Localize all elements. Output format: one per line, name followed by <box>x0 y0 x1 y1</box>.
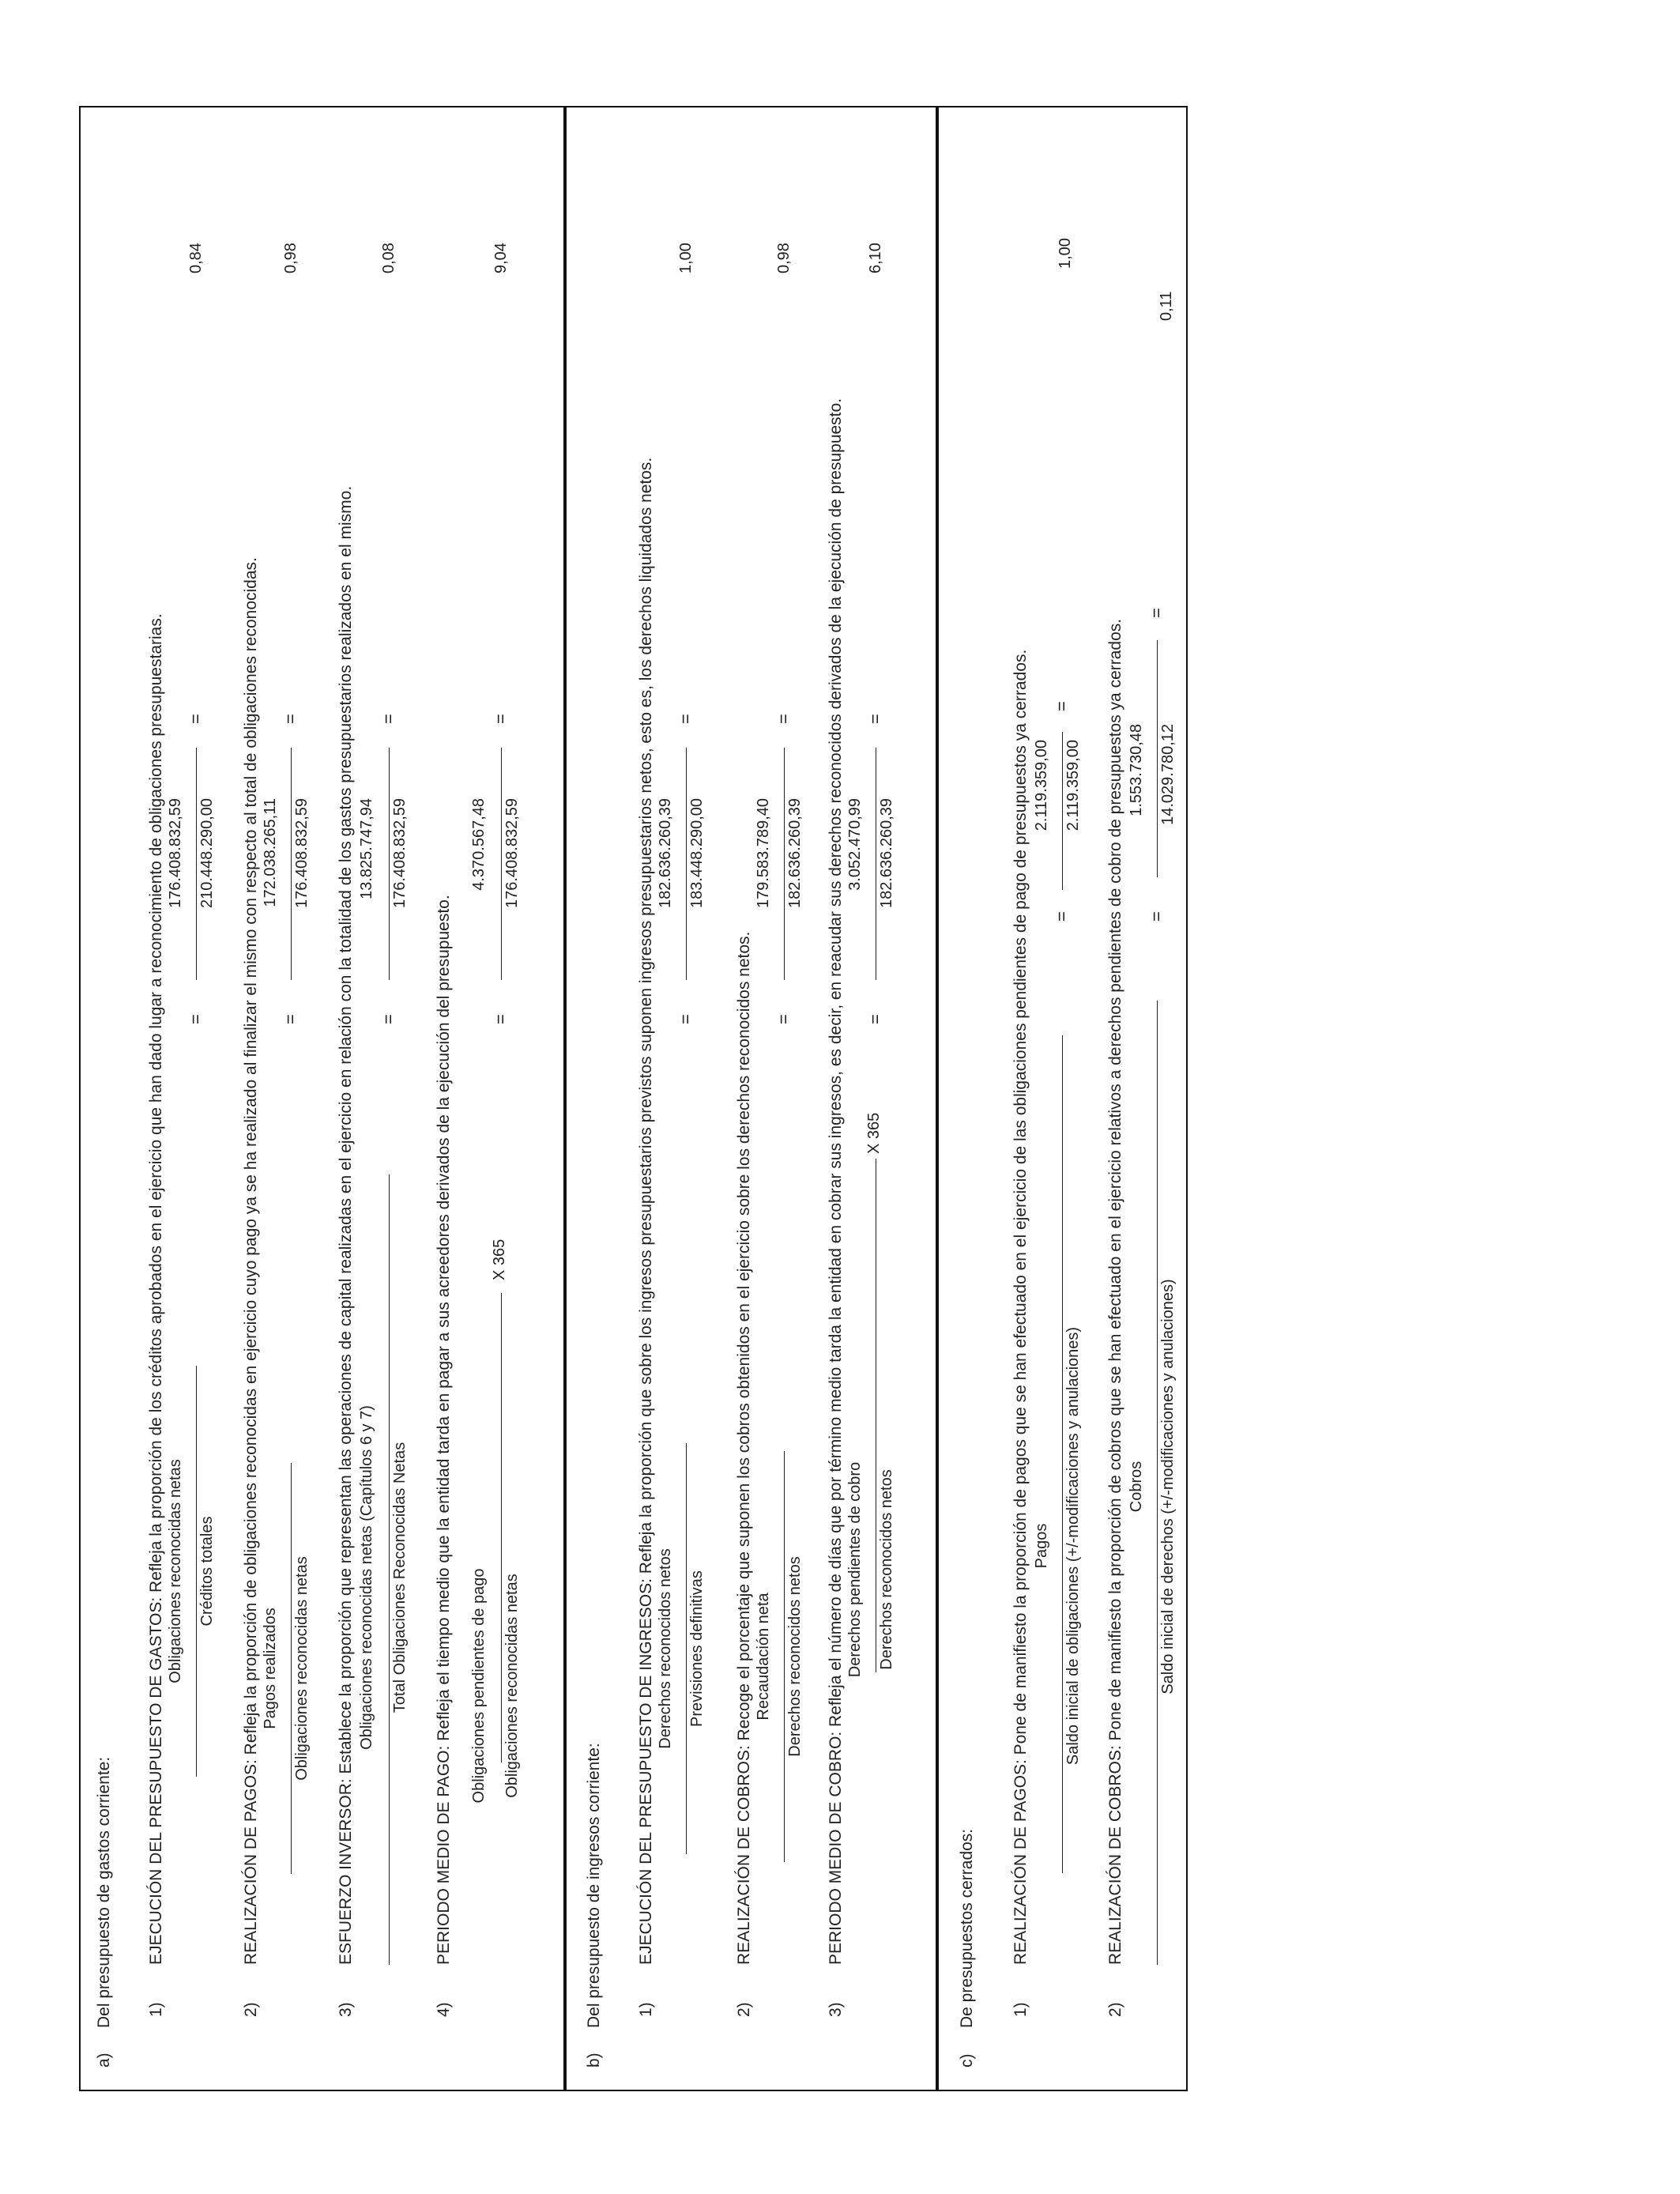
denominator-value: 176.408.832,59 <box>391 798 409 909</box>
fraction-line <box>501 1293 502 1762</box>
numerator-value: 3.052.470,99 <box>846 798 864 891</box>
multiplier: X 365 <box>491 1238 508 1280</box>
section-a-title: Del presupuesto de gastos corriente: <box>95 1756 113 2028</box>
item-number: 1) <box>637 2002 655 2017</box>
fraction-line <box>196 748 197 980</box>
result-value: 6,10 <box>867 243 884 273</box>
section-c-title: De presupuestos cerrados: <box>958 1828 976 2028</box>
item-number: 2) <box>1106 2002 1124 2017</box>
denominator-label: Previsiones definitivas <box>688 1570 706 1727</box>
denominator-value: 2.119.359,00 <box>1064 740 1082 831</box>
item-header: ESFUERZO INVERSOR: Establece la proporción que representan las operaciones de capital realizadas en el ejercicio en relación con la totalidad de los gastos presupuestarios realizados en el mismo. <box>337 485 355 1965</box>
item-header: REALIZACIÓN DE PAGOS: Pone de manifiesto la proporción de pagos que se han efectuado en el ejercicio de las obligaciones pendientes de pago de presupuestos ya cerrados. <box>1011 649 1030 1965</box>
fraction-line <box>1157 640 1158 877</box>
item-header: REALIZACIÓN DE COBROS: Pone de manifiesto la proporción de cobros que se han efectuado en el ejercicio relativos a derechos pendientes de cobro de presupuestos ya cerrados. <box>1106 618 1124 1965</box>
denominator-value: 14.029.780,12 <box>1159 724 1177 825</box>
denominator-value: 176.408.832,59 <box>503 798 521 909</box>
denominator-label: Derechos reconocidos netos <box>878 1469 895 1670</box>
item-number: 3) <box>827 2002 845 2017</box>
numerator-value: 1.553.730,48 <box>1128 724 1145 816</box>
equals-sign: = <box>774 714 793 724</box>
equals-sign: = <box>1052 911 1072 922</box>
fraction-line <box>196 1366 197 1777</box>
denominator-label: Derechos reconocidos netos <box>786 1556 804 1757</box>
item-number: 1) <box>1011 2002 1030 2017</box>
denominator-value: 176.408.832,59 <box>293 798 311 909</box>
denominator-label: Créditos totales <box>198 1516 216 1627</box>
numerator-label: Cobros <box>1128 1461 1145 1513</box>
item-header: EJECUCIÓN DEL PRESUPUESTO DE GASTOS: Refleja la proporción de los créditos aprobados en el ejercicio que han dado lugar a reconocimiento de obligaciones presupuestarias. <box>147 613 165 1965</box>
section-b-title: Del presupuesto de ingresos corriente: <box>585 1743 603 2028</box>
numerator-label: Obligaciones pendientes de pago <box>470 1568 488 1804</box>
numerator-label: Derechos reconocidos netos <box>657 1548 674 1749</box>
fraction-line <box>686 748 687 980</box>
equals-sign: = <box>1147 911 1166 922</box>
fraction-line <box>784 748 785 980</box>
numerator-value: 176.408.832,59 <box>167 798 184 909</box>
fraction-line <box>1062 1035 1063 1873</box>
denominator-value: 183.448.290,00 <box>688 798 706 909</box>
result-value: 1,00 <box>1057 238 1074 269</box>
denominator-value: 182.636.260,39 <box>786 798 804 909</box>
equals-sign: = <box>676 714 695 724</box>
fraction-line <box>291 748 292 980</box>
item-number: 4) <box>435 2002 453 2017</box>
equals-sign: = <box>186 1014 205 1024</box>
item-number: 2) <box>735 2002 753 2017</box>
equals-sign: = <box>186 714 205 724</box>
result-value: 0,11 <box>1158 291 1175 321</box>
numerator-value: 4.370.567,48 <box>470 798 488 891</box>
item-header: PERIODO MEDIO DE PAGO: Refleja el tiempo medio que la entidad tarda en pagar a sus acreedores derivados de la ejecución del presupuesto. <box>435 895 453 1965</box>
numerator-value: 179.583.789,40 <box>755 798 772 909</box>
fraction-line <box>784 1451 785 1862</box>
numerator-value: 2.119.359,00 <box>1033 740 1050 831</box>
equals-sign: = <box>379 1014 398 1024</box>
denominator-value: 210.448.290,00 <box>198 798 216 909</box>
equals-sign: = <box>281 1014 300 1024</box>
equals-sign: = <box>676 1014 695 1024</box>
item-number: 2) <box>242 2002 260 2017</box>
item-header: REALIZACIÓN DE PAGOS: Refleja la proporción de obligaciones reconocidas en ejercicio cuyo pago ya se ha realizado al finalizar el mismo con respecto al total de obligaciones reconocidas. <box>242 557 260 1965</box>
result-value: 0,84 <box>187 243 205 273</box>
fraction-line <box>389 748 390 980</box>
denominator-label: Obligaciones reconocidas netas <box>503 1574 521 1798</box>
denominator-label: Saldo inicial de derechos (+/-modificaciones y anulaciones) <box>1159 1279 1177 1695</box>
equals-sign: = <box>491 714 510 724</box>
section-b-letter: b) <box>585 2053 603 2068</box>
section-a-letter: a) <box>95 2053 113 2068</box>
result-value: 0,98 <box>282 243 299 273</box>
section-c-letter: c) <box>958 2053 976 2068</box>
item-number: 3) <box>337 2002 355 2017</box>
result-value: 9,04 <box>492 243 510 273</box>
fraction-line <box>291 1463 292 1874</box>
denominator-label: Total Obligaciones Reconocidas Netas <box>391 1442 409 1713</box>
numerator-value: 172.038.265,11 <box>262 798 279 907</box>
equals-sign: = <box>491 1014 510 1024</box>
item-header: PERIODO MEDIO DE COBRO: Refleja el número de días que por término medio tarda la entidad en cobrar sus ingresos, es decir, en reacudar sus derechos reconocidos derivados de la ejecución de presupuesto. <box>827 398 845 1965</box>
denominator-value: 182.636.260,39 <box>878 798 895 909</box>
fraction-line <box>501 748 502 980</box>
numerator-label: Recaudación neta <box>755 1593 772 1721</box>
numerator-label: Pagos <box>1033 1523 1050 1569</box>
numerator-label: Obligaciones reconocidas netas <box>167 1459 184 1683</box>
numerator-label: Derechos pendientes de cobro <box>846 1461 864 1678</box>
equals-sign: = <box>865 1014 885 1024</box>
equals-sign: = <box>379 714 398 724</box>
result-value: 1,00 <box>677 243 695 273</box>
denominator-label: Obligaciones reconocidas netas <box>293 1556 311 1781</box>
fraction-line <box>686 1443 687 1854</box>
numerator-value: 13.825.747,94 <box>358 798 375 899</box>
result-value: 0,98 <box>775 243 793 273</box>
fraction-line <box>389 1174 390 1965</box>
fraction-line <box>1062 732 1063 890</box>
denominator-label: Saldo inicial de obligaciones (+/-modificaciones y anulaciones) <box>1064 1326 1082 1766</box>
item-header: EJECUCIÓN DEL PRESUPUESTO DE INGRESOS: Refleja la proporción que sobre los ingresos presupuestarios previstos suponen ingresos presupuestarios netos, esto es, los derechos liquidados netos. <box>637 457 655 1965</box>
equals-sign: = <box>1052 701 1072 711</box>
equals-sign: = <box>865 714 885 724</box>
numerator-value: 182.636.260,39 <box>657 798 674 909</box>
result-value: 0,08 <box>380 243 397 273</box>
numerator-label: Obligaciones reconocidas netas (Capítulos 6 y 7) <box>358 1405 375 1750</box>
numerator-label: Pagos realizados <box>262 1608 279 1729</box>
item-header: REALIZACIÓN DE COBROS: Recoge el porcentaje que suponen los cobros obtenidos en el ejercicio sobre los derechos reconocidos netos. <box>735 931 753 1965</box>
equals-sign: = <box>281 714 300 724</box>
equals-sign: = <box>774 1014 793 1024</box>
multiplier: X 365 <box>865 1112 883 1154</box>
fraction-line <box>1157 1001 1158 1965</box>
item-number: 1) <box>147 2002 165 2017</box>
equals-sign: = <box>1147 608 1166 618</box>
